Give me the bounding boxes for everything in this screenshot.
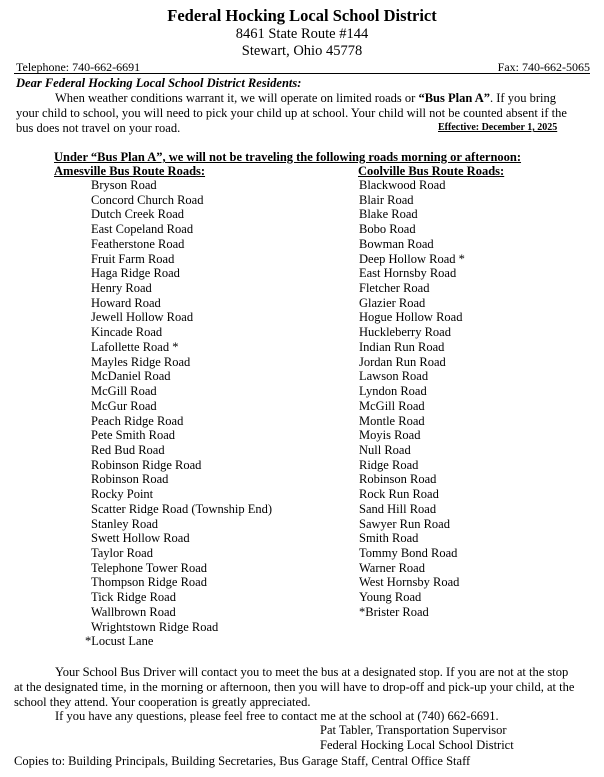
header-divider: [14, 73, 590, 74]
road-list-item: Lafollette Road *: [91, 339, 179, 354]
signature-org: Federal Hocking Local School District: [320, 738, 514, 752]
road-list-item: Warner Road: [359, 560, 425, 575]
road-list-item: Peach Ridge Road: [91, 413, 184, 428]
road-list-item: Tommy Bond Road: [359, 545, 458, 560]
telephone-number: Telephone: 740-662-6691: [16, 60, 141, 74]
road-list-item: Robinson Road: [91, 472, 169, 487]
road-list-item: Rock Run Road: [359, 487, 439, 502]
closing-line-2: at the designated time, in the morning or afternoon, then you will have to drop-off and pick-up your child, at the: [14, 680, 575, 694]
intro-line-1: When weather conditions warrant it, we will operate on limited roads or “Bus Plan A”. If you bring: [55, 91, 556, 105]
road-list-item: Featherstone Road: [91, 236, 185, 251]
road-list-item: McGill Road: [91, 384, 157, 399]
road-list-item: Null Road: [359, 442, 411, 457]
roads-heading: Under “Bus Plan A”, we will not be traveling the following roads morning or afternoon:: [54, 150, 522, 164]
road-list-item: Wrightstown Ridge Road: [91, 619, 219, 634]
road-list-item: Howard Road: [91, 295, 161, 310]
road-list-item: McGur Road: [91, 398, 157, 413]
road-list-item: *Brister Road: [359, 604, 429, 619]
road-list-item: Telephone Tower Road: [91, 560, 208, 575]
amesville-header: Amesville Bus Route Roads:: [54, 164, 206, 178]
road-list-item: Bowman Road: [359, 236, 434, 251]
road-list-item: Bryson Road: [91, 178, 157, 192]
road-list-item: Thompson Ridge Road: [91, 575, 207, 590]
road-list-item: Young Road: [359, 590, 422, 605]
road-list-item: West Hornsby Road: [359, 575, 460, 590]
closing-line-3: school they attend. Your cooperation is greatly appreciated.: [14, 695, 311, 709]
road-list-item: Scatter Ridge Road (Township End): [91, 501, 273, 516]
road-list-item: Swett Hollow Road: [91, 531, 190, 546]
road-list-item: Lawson Road: [359, 369, 429, 384]
road-list-item: Kincade Road: [91, 325, 163, 340]
road-list-item: Glazier Road: [359, 295, 426, 310]
road-list-item: East Copeland Road: [91, 222, 194, 237]
road-list-item: Jewell Hollow Road: [91, 310, 194, 325]
signature-name: Pat Tabler, Transportation Supervisor: [320, 723, 507, 737]
road-list-item: Stanley Road: [91, 516, 159, 531]
road-list-item: McDaniel Road: [91, 369, 171, 384]
road-list-item: Pete Smith Road: [91, 428, 176, 443]
road-list-item: Sand Hill Road: [359, 501, 437, 516]
road-list-item: Haga Ridge Road: [91, 266, 180, 281]
road-list-item: Smith Road: [359, 531, 419, 546]
closing-line-1: Your School Bus Driver will contact you to meet the bus at a designated stop. If you are not at the stop: [55, 665, 569, 679]
road-list-item: East Hornsby Road: [359, 266, 457, 281]
coolville-road-list: [359, 178, 465, 620]
effective-date: Effective: December 1, 2025: [438, 122, 558, 133]
road-list-item: Moyis Road: [359, 428, 421, 443]
road-list-item: Wallbrown Road: [91, 604, 176, 619]
road-list-item: Hogue Hollow Road: [359, 310, 463, 325]
copies-to: Copies to: Building Principals, Building Secretaries, Bus Garage Staff, Central Office Staff: [14, 754, 471, 768]
road-list-item: Concord Church Road: [91, 192, 204, 207]
road-list-item: Blackwood Road: [359, 178, 446, 192]
road-list-item: Ridge Road: [359, 457, 419, 472]
closing-line-4: If you have any questions, please feel free to contact me at the school at (740) 662-6691.: [55, 709, 499, 723]
road-list-item: Robinson Ridge Road: [91, 457, 202, 472]
road-list-item: Blair Road: [359, 192, 414, 207]
road-list-item: Robinson Road: [359, 472, 437, 487]
road-list-item: Montle Road: [359, 413, 425, 428]
amesville-road-list: [85, 178, 273, 649]
intro-line-2: your child to school, you will need to pick your child up at school. Your child will not be counted absent if the: [16, 106, 567, 120]
road-list-item: Sawyer Run Road: [359, 516, 450, 531]
road-list-item: Tick Ridge Road: [91, 590, 176, 605]
road-list-item: Indian Run Road: [359, 339, 445, 354]
coolville-header: Coolville Bus Route Roads:: [358, 164, 505, 178]
road-list-item: Taylor Road: [91, 545, 153, 560]
road-list-item: Jordan Run Road: [359, 354, 446, 369]
road-list-item: McGill Road: [359, 398, 425, 413]
road-list-item: Mayles Ridge Road: [91, 354, 191, 369]
road-list-item: Blake Road: [359, 207, 418, 222]
road-list-item: Red Bud Road: [91, 442, 165, 457]
road-list-item: Huckleberry Road: [359, 325, 451, 340]
road-list-item: Fletcher Road: [359, 281, 430, 296]
intro-line-3: bus does not travel on your road.: [16, 121, 181, 135]
district-title: Federal Hocking Local School District: [167, 6, 437, 25]
road-list-item: Rocky Point: [91, 487, 154, 502]
road-list-item: Lyndon Road: [359, 384, 427, 399]
address-line-2: Stewart, Ohio 45778: [241, 43, 363, 59]
bus-plan-a-label: “Bus Plan A”: [418, 91, 490, 105]
road-list-item: Deep Hollow Road *: [359, 251, 465, 266]
road-list-item: Dutch Creek Road: [91, 207, 185, 222]
road-list-item: Fruit Farm Road: [91, 251, 175, 266]
road-list-item: *Locust Lane: [85, 634, 154, 649]
salutation: Dear Federal Hocking Local School District Residents:: [16, 76, 302, 90]
address-line-1: 8461 State Route #144: [235, 26, 369, 42]
road-list-item: Henry Road: [91, 281, 152, 296]
fax-number: Fax: 740-662-5065: [497, 60, 590, 74]
road-list-item: Bobo Road: [359, 222, 416, 237]
